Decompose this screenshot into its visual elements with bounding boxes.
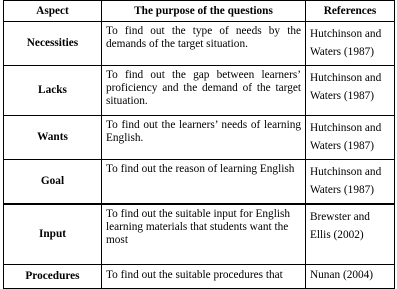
reference-line: Hutchinson and xyxy=(310,28,382,40)
reference-line: Waters (1987) xyxy=(310,140,375,152)
table-row xyxy=(4,116,395,160)
header-aspect: Aspect xyxy=(4,1,102,22)
reference-cell xyxy=(306,22,395,66)
table-row xyxy=(4,160,395,205)
table-row xyxy=(4,22,395,66)
reference-line: Waters (1987) xyxy=(310,90,375,102)
needs-analysis-table xyxy=(3,0,395,289)
reference-cell xyxy=(306,265,395,289)
purpose-cell: To find out the learners’ needs of learning English. xyxy=(102,116,306,160)
reference-cell xyxy=(306,160,395,205)
aspect-cell: Input xyxy=(4,204,102,265)
header-purpose: The purpose of the questions xyxy=(102,1,306,22)
reference-cell xyxy=(306,204,395,265)
reference-cell xyxy=(306,66,395,116)
table-row xyxy=(4,66,395,116)
purpose-cell: To find out the suitable procedures that xyxy=(102,265,306,289)
reference-line: Ellis (2002) xyxy=(310,229,364,241)
aspect-cell: Lacks xyxy=(4,66,102,116)
header-references: References xyxy=(306,1,395,22)
aspect-cell: Wants xyxy=(4,116,102,160)
reference-line: Hutchinson and xyxy=(310,166,382,178)
aspect-cell: Goal xyxy=(4,160,102,205)
purpose-cell: To find out the reason of learning English xyxy=(102,160,306,205)
reference-line: Brewster and xyxy=(310,211,370,223)
reference-line: Waters (1987) xyxy=(310,46,375,58)
reference-line: Nunan (2004) xyxy=(310,269,374,281)
reference-cell xyxy=(306,116,395,160)
reference-line: Hutchinson and xyxy=(310,72,382,84)
table-row xyxy=(4,265,395,289)
table-header-row xyxy=(4,1,395,22)
aspect-cell: Procedures xyxy=(4,265,102,289)
purpose-cell: To find out the gap between learners’ proficiency and the demand of the target situation. xyxy=(102,66,306,116)
purpose-cell: To find out the suitable input for English learning materials that students want the most xyxy=(102,204,306,265)
table-row xyxy=(4,204,395,265)
aspect-cell: Necessities xyxy=(4,22,102,66)
purpose-cell: To find out the type of needs by the demands of the target situation. xyxy=(102,22,306,66)
reference-line: Waters (1987) xyxy=(310,184,375,196)
reference-line: Hutchinson and xyxy=(310,122,382,134)
